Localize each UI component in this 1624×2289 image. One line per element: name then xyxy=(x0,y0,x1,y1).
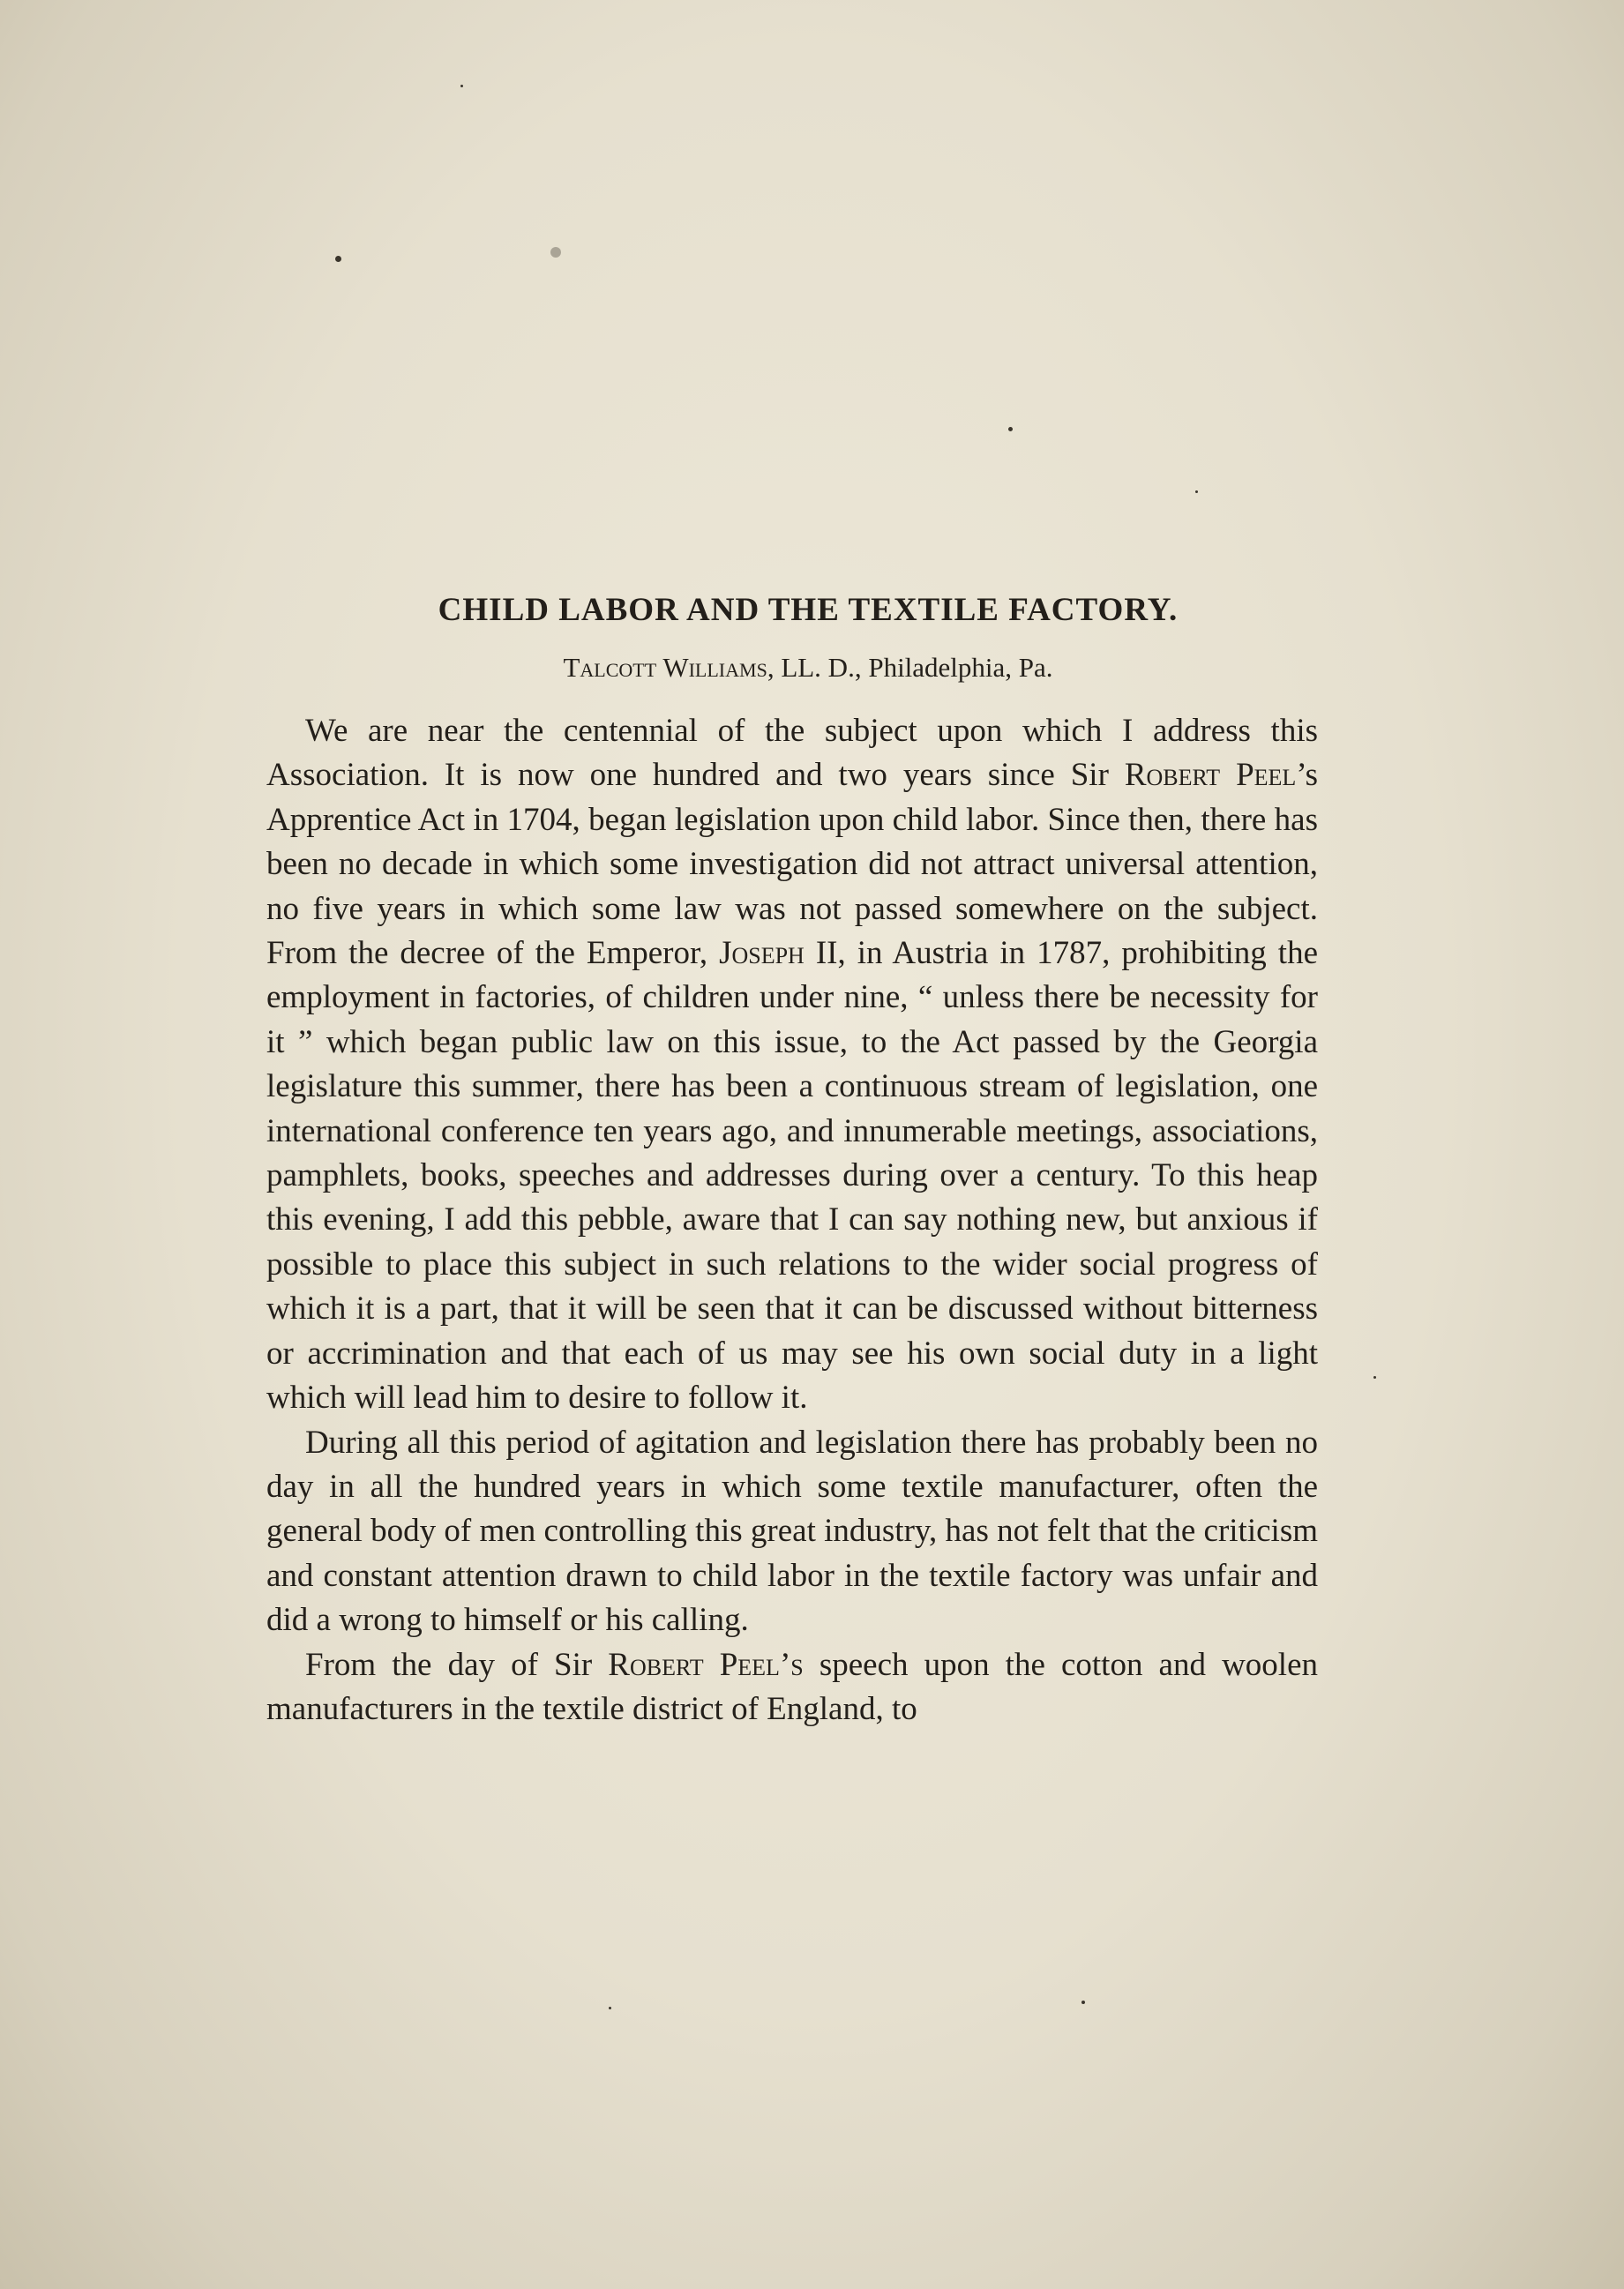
paper-speck xyxy=(550,247,561,258)
paper-speck xyxy=(460,85,463,87)
paper-speck xyxy=(335,256,341,262)
paper-speck xyxy=(609,2007,611,2009)
article-title: CHILD LABOR AND THE TEXTILE FACTORY. xyxy=(438,592,1179,628)
paragraph-3-part-a: From the day of Sir xyxy=(305,1646,609,1683)
paragraph-1-part-a: We are near the centennial of the subject upon which I address this Association. It is now one hundred and two years since Sir xyxy=(266,713,1318,794)
paragraph-1 xyxy=(266,709,1318,1421)
name-robert-peel: Robert Peel xyxy=(1124,757,1297,794)
paragraph-1-part-c: , in Austria in 1787, prohibiting the employment in factories, of children under nine, “ unless there be necessity for it ” which began public law on this issue, to the Act passed by the Georgia legislature this summer, there has been a continuous stream of legislation, one international conference ten years ago, and innumerable meetings, associations, pamphlets, books, speeches and addresses during over a century. To this heap this evening, I add this pebble, aware that I can say nothing new, but anxious if possible to place this subject in such relations to the wider social progress of which it is a part, that it will be seen that it can be discussed without bitterness or accrimination and that each of us may see his own social duty in a light which will lead him to desire to follow it. xyxy=(266,935,1318,1417)
author-byline xyxy=(298,647,1318,688)
paper-speck xyxy=(1008,427,1013,431)
author-name: Talcott Williams xyxy=(563,652,767,683)
article xyxy=(266,586,1318,1732)
name-joseph-ii: Joseph II xyxy=(719,935,838,972)
paragraph-3 xyxy=(266,1643,1318,1732)
paper-speck xyxy=(1373,1376,1376,1379)
paper-speck xyxy=(1081,2001,1085,2004)
name-robert-peel-2: Robert Peel’s xyxy=(608,1646,804,1683)
paragraph-2: During all this period of agitation and legislation there has probably been no day in all the hundred years in which some textile manufacturer, often the general body of men controlling this great industry, has not felt that the criticism and constant attention drawn to child labor in the textile factory was unfair and did a wrong to himself or his calling. xyxy=(266,1424,1318,1639)
paragraph-3-part-b: speech upon the cotton and woolen manufacturers in the textile district of England, to xyxy=(266,1646,1318,1727)
author-details: , LL. D., Philadelphia, Pa. xyxy=(767,652,1053,683)
paper-speck xyxy=(1195,490,1198,493)
paragraph-1-part-b: ’s Apprentice Act in 1704, began legislation upon child labor. Since then, there has been no decade in which some investigation did not attract universal attention, no five years in which some law was not passed somewhere on the subject. From the decree of the Emperor, xyxy=(266,757,1318,972)
